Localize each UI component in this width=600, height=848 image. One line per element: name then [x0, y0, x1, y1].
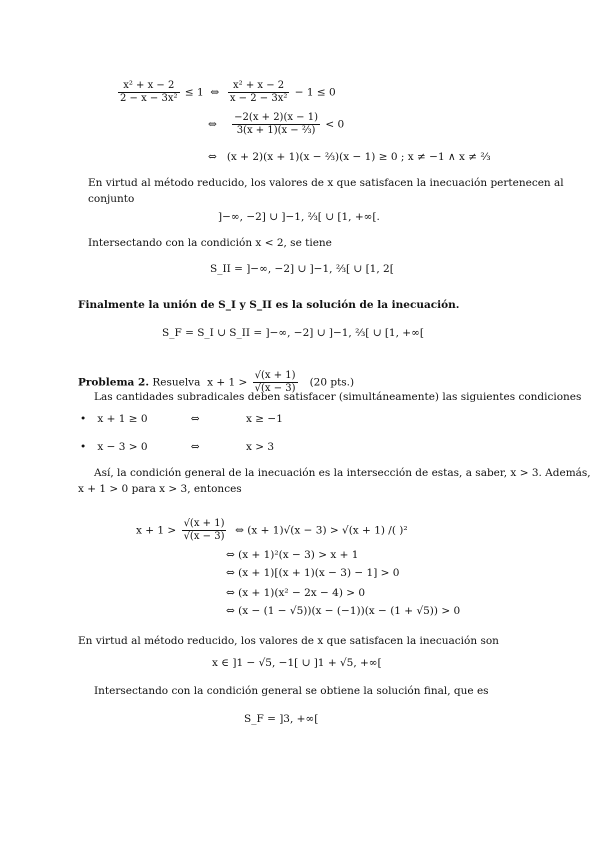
set-3: S_F = S_I ∪ S_II = ]−∞, −2] ∪ ]−1, ⅔[ ∪ [1, +∞[ — [162, 327, 424, 339]
eq1-r2-numerator: −2(x + 2)(x − 1) — [234, 112, 318, 123]
condition-2-right: x > 3 — [246, 441, 275, 453]
condition-1-iff: ⇔ — [190, 413, 200, 425]
set-5: S_F = ]3, +∞[ — [244, 713, 319, 725]
set-1: ]−∞, −2] ∪ ]−1, ⅔[ ∪ [1, +∞[. — [218, 211, 380, 223]
eq1-lhs-denominator: 2 − x − 3x² — [120, 93, 178, 104]
eq1-r1-relation: − 1 ≤ 0 — [294, 86, 336, 99]
eq1-iff: ⇔ — [210, 86, 220, 99]
paragraph-5: Así, la condición general de la inecuación es la intersección de estas, a saber, x > 3. Además, — [94, 467, 591, 479]
eq1-r3: (x + 2)(x + 1)(x − ⅔)(x − 1) ≥ 0 ; x ≠ −1 ∧ x ≠ ⅔ — [226, 151, 491, 163]
eq1-lhs-relation: ≤ 1 — [184, 86, 204, 99]
paragraph-3: Finalmente la unión de S_I y S_II es la solución de la inecuación. — [78, 299, 460, 311]
condition-2-left: x − 3 > 0 — [97, 441, 148, 453]
eq2-l5: ⇔ (x − (1 − √5))(x − (−1))(x − (1 + √5)) > 0 — [226, 605, 461, 617]
problem-2-label: Problema 2. — [78, 376, 149, 389]
eq1-r2-denominator: 3(x + 1)(x − ⅔) — [236, 125, 316, 136]
paragraph-1: En virtud al método reducido, los valores de x que satisfacen la inecuación pertenecen al — [88, 177, 564, 189]
set-2: S_II = ]−∞, −2] ∪ ]−1, ⅔[ ∪ [1, 2[ — [210, 263, 394, 275]
eq2-l3: ⇔ (x + 1)[(x + 1)(x − 3) − 1] > 0 — [226, 567, 400, 579]
eq1-lhs-numerator: x² + x − 2 — [118, 80, 180, 93]
paragraph-2: Intersectando con la condición x < 2, se tiene — [88, 237, 332, 249]
eq1-r2-fraction — [232, 112, 320, 137]
paragraph-7: Intersectando con la condición general se obtiene la solución final, que es — [94, 685, 489, 697]
eq2-lhs-denominator: √(x − 3) — [183, 531, 225, 542]
bullet-2: • — [80, 441, 87, 453]
eq2-line1 — [136, 518, 408, 543]
condition-1-left: x + 1 ≥ 0 — [97, 413, 148, 425]
problem-2-inequality-left: x + 1 > — [207, 376, 248, 389]
condition-1-right: x ≥ −1 — [246, 413, 283, 425]
eq2-l1: ⇔ (x + 1)√(x − 3) > √(x + 1) /( )² — [235, 524, 408, 537]
eq1-lhs-fraction — [118, 80, 180, 105]
problem-2-text: Resuelva — [152, 376, 201, 389]
paragraph-5b: x + 1 > 0 para x > 3, entonces — [78, 483, 242, 495]
eq1-line2 — [208, 112, 344, 137]
condition-2 — [80, 440, 283, 468]
eq1-line3 — [208, 150, 491, 164]
set-4: x ∈ ]1 − √5, −1[ ∪ ]1 + √5, +∞[ — [212, 657, 382, 669]
paragraph-1b: conjunto — [88, 193, 135, 205]
conditions-list — [80, 412, 283, 468]
eq2-l2: ⇔ (x + 1)²(x − 3) > x + 1 — [226, 549, 359, 561]
eq1-r2-relation: < 0 — [325, 118, 345, 131]
bullet-1: • — [80, 413, 87, 425]
eq1-iff-3: ⇔ — [208, 151, 217, 163]
paragraph-6: En virtud al método reducido, los valores de x que satisfacen la inecuación son — [78, 635, 499, 647]
condition-2-iff: ⇔ — [190, 441, 200, 453]
eq2-lhs-left: x + 1 > — [136, 524, 177, 537]
condition-1 — [80, 412, 283, 440]
problem-2-points: (20 pts.) — [309, 376, 355, 389]
eq2-l4: ⇔ (x + 1)(x² − 2x − 4) > 0 — [226, 587, 366, 599]
paragraph-4: Las cantidades subradicales deben satisfacer (simultáneamente) las siguientes condiciones — [94, 391, 582, 403]
problem-2-numerator: √(x + 1) — [254, 370, 296, 381]
eq1-r1-numerator: x² + x − 2 — [228, 80, 290, 93]
eq1-iff-2: ⇔ — [208, 118, 217, 131]
eq2-lhs-numerator: √(x + 1) — [183, 518, 225, 529]
eq1-line1 — [116, 80, 336, 105]
eq1-r1-denominator: x − 2 − 3x² — [229, 93, 288, 104]
eq2-lhs-fraction — [182, 518, 227, 543]
eq1-r1-fraction — [228, 80, 290, 105]
problem-2-denominator: √(x − 3) — [254, 383, 296, 394]
